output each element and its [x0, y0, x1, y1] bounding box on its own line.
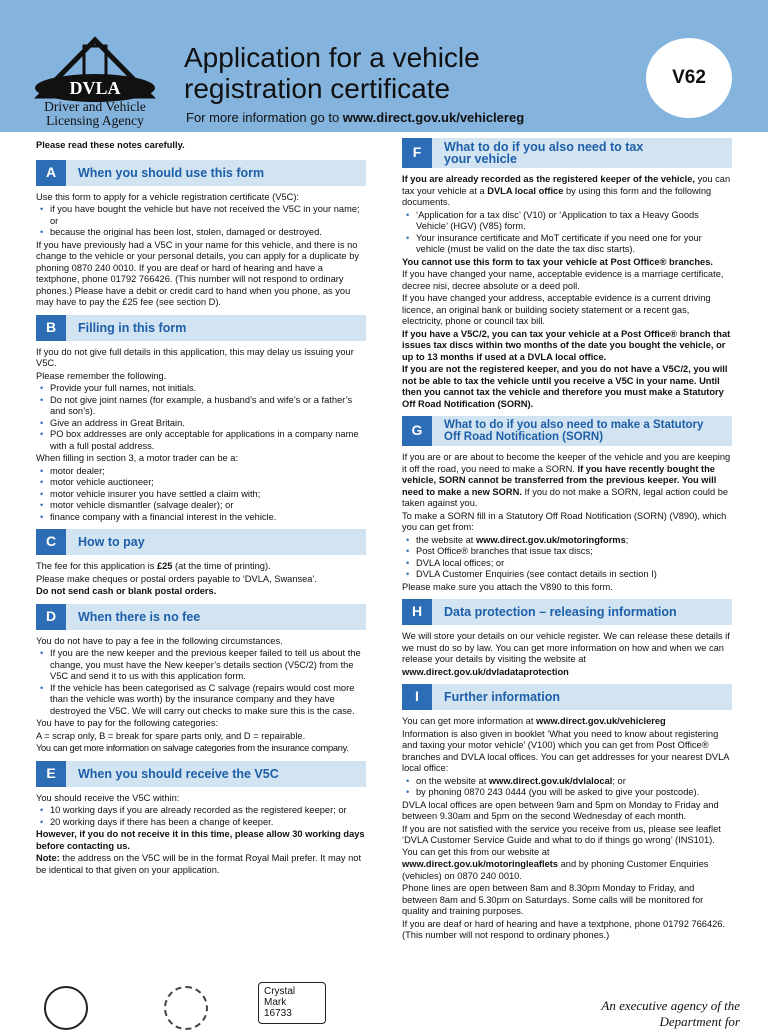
section-a-text: Use this form to apply for a vehicle registration certificate (V5C): [36, 191, 299, 202]
section-d-title: When there is no fee [78, 609, 201, 624]
section-i-intro [402, 716, 732, 728]
charter-mark-logo [44, 986, 88, 1030]
section-b-list [36, 383, 366, 452]
vehiclereg-link[interactable]: www.direct.gov.uk/vehiclereg [536, 716, 666, 726]
section-e-text: You should receive the V5C within: [36, 792, 180, 803]
list-item [416, 776, 732, 788]
section-g-title-line1: What to do if you also need to make a Statutory [444, 419, 704, 431]
section-c-fee-text [36, 561, 366, 573]
section-d-body [36, 636, 366, 755]
section-e-letter: E [36, 761, 66, 787]
logo-subtitle [30, 100, 160, 128]
section-f-title [444, 141, 643, 165]
form-number-badge [646, 38, 732, 118]
list-item: • if you have bought the vehicle but have not received the V5C in your name; or [50, 204, 366, 227]
section-f-intro [402, 174, 732, 209]
f-intro-bold2: DVLA local office [487, 185, 564, 196]
f-intro-bold: If you are already recorded as the registered keeper of the vehicle, [402, 174, 695, 184]
footer-logos [36, 982, 366, 1024]
i-website-pre: on the website at [416, 775, 489, 786]
list-item: • Your insurance certificate and MoT certificate if you need one for your vehicle (must be valid on the date the tax disc starts). [416, 233, 732, 256]
svg-text:DVLA: DVLA [69, 78, 121, 98]
section-g-intro [402, 452, 732, 510]
section-f-text: If you have changed your address, acceptable evidence is a current driving licence, an original bank or building society statement or a recent gas, electricity, phone or council tax bill. [402, 293, 711, 326]
section-b-letter: B [36, 315, 66, 341]
section-a-title: When you should use this form [78, 165, 265, 180]
section-c-warning: Do not send cash or blank postal orders. [36, 586, 217, 596]
section-h-body [402, 631, 732, 678]
section-g-title [444, 419, 703, 443]
section-i-text: If you are not satisfied with the service you receive from us, please see leaflet ‘DVLA Customer Service Guide and what to do if things go wrong’ (INS101). You can get this from our website at [402, 823, 721, 857]
list-item: • because the original has been lost, stolen, damaged or destroyed. [50, 227, 366, 239]
section-g-text: To make a SORN fill in a Statutory Off Road Notification (SORN) (V890), which you can get from: [402, 510, 727, 532]
list-item: • 10 working days if you are already recorded as the registered keeper; or [50, 805, 366, 817]
section-d-text: You can get more information on salvage categories from the insurance company. [36, 743, 349, 753]
left-column [36, 138, 366, 878]
section-b-text: When filling in section 3, a motor trader can be a: [36, 453, 239, 463]
fee-text-post: (at the time of printing). [172, 561, 271, 571]
section-f-bold-text: If you are not the registered keeper, and you do not have a V5C/2, you will not be able to tax the vehicle until you receive a V5C in your name. Until then you cannot tax the vehicle and therefore you must make a Statutory Off Road Notification (SORN). [402, 364, 728, 409]
section-f-title-line1: What to do if you also need to tax [444, 140, 644, 154]
list-item: • DVLA local offices; or [416, 558, 732, 570]
crystal-mark-line2: Mark [264, 997, 287, 1008]
crystal-mark-number: 16733 [264, 1008, 292, 1019]
section-b-text: If you do not give full details in this application, this may delay us issuing your V5C. [36, 346, 354, 368]
list-item: • 20 working days if there has been a change of keeper. [50, 817, 366, 829]
f-intro-post: by using this form and the following documents. [402, 185, 712, 207]
executive-agency-note [540, 998, 740, 1030]
list-item: • If the vehicle has been categorised as C salvage (repairs would cost more than the vehicle was worth) by the insurance company and they have destroyed the V5C. We will carry out checks to make sure this is the case. [50, 683, 366, 718]
more-info-line [186, 110, 524, 125]
i-website-post: ; or [612, 775, 626, 786]
section-f-warning: You cannot use this form to tax your vehicle at Post Office® branches. [402, 256, 713, 267]
list-item: • ‘Application for a tax disc’ (V10) or ‘Application to tax a Heavy Goods Vehicle’ (HGV) (V85) form. [416, 210, 732, 233]
page-title [184, 42, 480, 104]
section-i-leaflets [402, 859, 732, 882]
section-i-text: If you are deaf or hard of hearing and have a textphone, phone 01792 766426. (This number will not respond to ordinary phones.) [402, 918, 726, 940]
section-g-header [402, 416, 732, 446]
dvlalocal-link[interactable]: www.direct.gov.uk/dvlalocal [488, 775, 613, 786]
list-item: • motor vehicle auctioneer; [50, 477, 366, 489]
section-f-letter: F [402, 138, 432, 168]
f-intro-mid: you can tax your vehicle at a [402, 174, 731, 196]
section-a-list [36, 204, 366, 239]
exec-line2: Department for [659, 1014, 740, 1029]
section-h-letter: H [402, 599, 432, 625]
list-item: • Do not give joint names (for example, a husband’s and wife’s or a father’s and son’s). [50, 395, 366, 418]
g-intro-pre: If you are or are about to become the keeper of the vehicle and you are keeping it off the road, you need to make a SORN. [402, 452, 731, 474]
section-d-text: You do not have to pay a fee in the following circumstances. [36, 635, 283, 646]
title-line1: Application for a vehicle [184, 42, 480, 73]
section-i-text: DVLA local offices are open between 9am and 5pm on Monday to Friday and between 9.30am and 5pm on the second Wednesday of each month. [402, 799, 719, 821]
list-item: • DVLA Customer Enquiries (see contact details in section I) [416, 569, 732, 581]
section-d-text: A = scrap only, B = break for spare parts only, and D = repairable. [36, 730, 306, 741]
section-a-letter: A [36, 160, 66, 186]
i-leaflets-post: and by phoning Customer Enquiries (vehicles) on 0870 240 0010. [402, 859, 709, 881]
list-item: • motor vehicle insurer you have settled a claim with; [50, 489, 366, 501]
section-i-list [402, 776, 732, 799]
section-i-text: Phone lines are open between 8am and 8.30pm Monday to Friday, and between 8am and 5.30pm on Saturdays. Some calls will be monitored for quality and training purposes. [402, 883, 704, 916]
motoringforms-link[interactable]: www.direct.gov.uk/motoringforms [475, 534, 626, 545]
list-item: • Provide your full names, not initials. [50, 383, 366, 395]
section-i-body [402, 716, 732, 942]
section-c-header [36, 529, 366, 555]
section-b-text: Please remember the following. [36, 370, 167, 381]
section-c-body [36, 561, 366, 598]
list-item [416, 535, 732, 547]
i-intro-pre: You can get more information at [402, 716, 537, 726]
logo-sub-line1: Driver and Vehicle [44, 99, 146, 114]
section-a-header [36, 160, 366, 186]
section-i-title: Further information [444, 690, 560, 704]
laurel-wreath-logo [164, 986, 208, 1030]
section-c-text: Please make cheques or postal orders payable to ‘DVLA, Swansea’. [36, 573, 318, 584]
section-e-body [36, 793, 366, 877]
section-e-warning: However, if you do not receive it in this time, please allow 30 working days before contacting us. [36, 829, 365, 851]
section-f-text: If you have changed your name, acceptable evidence is a marriage certificate, decree nisi, decree absolute or a deed poll. [402, 269, 724, 291]
section-a-text: If you have previously had a V5C in your name for this vehicle, and there is no change to the vehicle or your personal details, you can apply for a duplicate by phoning 0870 240 0010. If you are deaf or hard of hearing and have a textphone, phone 01792 766426. (This number will not respond to ordinary phones.) Please have a debit or credit card to hand when you phone, as you may have to pay the £25 fee (see section D). [36, 239, 360, 307]
section-c-title: How to pay [78, 535, 145, 549]
more-info-prefix: For more information go to [186, 110, 343, 125]
crystal-mark-line1: Crystal [264, 986, 296, 997]
section-a-body [36, 192, 366, 309]
section-i-letter: I [402, 684, 432, 710]
right-column [402, 138, 732, 944]
section-b-trader-list [36, 466, 366, 524]
motoringleaflets-link[interactable]: www.direct.gov.uk/motoringleaflets [402, 859, 559, 869]
g-website-post: ; [625, 534, 629, 545]
list-item: • motor vehicle dismantler (salvage dealer); or [50, 500, 366, 512]
section-g-title-line2: Off Road Notification (SORN) [444, 431, 604, 443]
section-d-list [36, 648, 366, 717]
header-banner [0, 0, 768, 132]
form-number: V62 [672, 67, 706, 88]
section-f-bold-text: If you have a V5C/2, you can tax your vehicle at a Post Office® branch that issues tax discs within two months of the date you bought the vehicle, or up to 13 months if used at a DVLA local office. [402, 328, 731, 362]
section-b-body [36, 347, 366, 524]
list-item: • Give an address in Great Britain. [50, 418, 366, 430]
title-line2: registration certificate [184, 73, 451, 104]
g-intro-bold: If you have recently bought the vehicle, SORN cannot be transferred from the previous keeper. You will need to make a new SORN. [402, 463, 717, 497]
section-d-header [36, 604, 366, 630]
section-e-header [36, 761, 366, 787]
note-text: the address on the V5C will be in the format Royal Mail prefer. It may not be identical to that given on your application. [36, 853, 362, 875]
list-item: • Post Office® branches that issue tax discs; [416, 546, 732, 558]
list-item: • finance company with a financial interest in the vehicle. [50, 512, 366, 524]
g-intro-post: If you do not make a SORN, legal action could be taken against you. [402, 486, 729, 508]
section-e-title: When you should receive the V5C [78, 766, 279, 781]
section-g-body [402, 452, 732, 593]
section-b-header [36, 315, 366, 341]
g-website-pre: the website at [416, 534, 476, 545]
section-e-note [36, 853, 366, 876]
section-f-list [402, 210, 732, 256]
section-f-header [402, 138, 732, 168]
section-h-header [402, 599, 732, 625]
section-d-text: You have to pay for the following categories: [36, 718, 219, 728]
list-item: • If you are the new keeper and the previous keeper failed to tell us about the change, you must have the New keeper’s details section (V5C/2) from the V5C and send it to us with this application form. [50, 648, 366, 683]
section-f-title-line2: your vehicle [444, 152, 517, 166]
section-b-title: Filling in this form [78, 320, 187, 335]
dataprotection-link[interactable]: www.direct.gov.uk/dvladataprotection [402, 666, 569, 677]
section-g-letter: G [402, 416, 432, 446]
list-item: • PO box addresses are only acceptable for applications in a company name with a full postal address. [50, 429, 366, 452]
section-g-text: Please make sure you attach the V890 to this form. [402, 581, 613, 592]
section-e-list [36, 805, 366, 828]
crystal-mark-logo [258, 982, 326, 1024]
more-info-link[interactable]: www.direct.gov.uk/vehiclereg [342, 110, 525, 125]
list-item: • motor dealer; [50, 466, 366, 478]
logo-sub-line2: Licensing Agency [46, 113, 144, 128]
fee-text-pre: The fee for this application is [36, 561, 157, 571]
section-d-letter: D [36, 604, 66, 630]
note-label: Note: [36, 853, 60, 863]
fee-amount: £25 [156, 561, 173, 571]
section-f-body [402, 174, 732, 410]
section-i-header [402, 684, 732, 710]
section-g-list [402, 535, 732, 581]
exec-line1: An executive agency of the [601, 998, 740, 1013]
list-item: • by phoning 0870 243 0444 (you will be asked to give your postcode). [416, 787, 732, 799]
section-h-text: We will store your details on our vehicle register. We can release these details if we must do so by law. You can get more information on how and when we can release your details by visiting the website at [402, 631, 730, 664]
section-i-text: Information is also given in booklet ‘What you need to know about registering and taxing your motor vehicle’ (V100) which you can get from Post Office® branches and DVLA local offices. You can get addresses for your nearest DVLA local office: [402, 728, 729, 773]
section-c-letter: C [36, 529, 66, 555]
intro-note: Please read these notes carefully. [36, 140, 185, 150]
section-h-title: Data protection – releasing information [444, 605, 677, 619]
